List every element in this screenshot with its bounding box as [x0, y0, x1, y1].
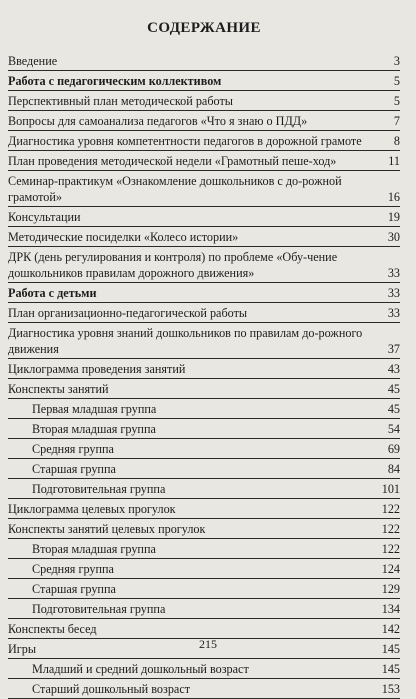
toc-entry-label: Старшая группа — [32, 462, 116, 476]
toc-entry-label: Семинар-практикум «Ознакомление дошкольников с до-рожной грамотой» — [8, 174, 342, 204]
toc-entry-label: Старший дошкольный возраст — [32, 682, 191, 696]
toc-entry — [8, 419, 400, 439]
toc-entry-page: 8 — [393, 134, 400, 148]
page-title: СОДЕРЖАНИЕ — [147, 20, 261, 36]
page-number: 215 — [199, 637, 217, 651]
toc-entry-label: Циклограмма проведения занятий — [8, 362, 186, 376]
toc-entry-label: Методические посиделки «Колесо истории» — [8, 230, 239, 244]
toc-entry — [8, 91, 400, 111]
toc-entry-page: 43 — [387, 362, 400, 376]
toc-entry-page: 101 — [381, 482, 400, 496]
toc-entry — [8, 519, 400, 539]
toc-entry-label: Диагностика уровня знаний дошкольников по правилам до-рожного движения — [8, 326, 363, 356]
toc-entry — [8, 459, 400, 479]
toc-entry — [8, 499, 400, 519]
toc-entry — [8, 227, 400, 247]
toc-entry-page: 122 — [381, 542, 400, 556]
toc-entry-page: 11 — [388, 154, 400, 168]
toc-entry-label: Введение — [8, 54, 58, 68]
toc-entry-page: 7 — [393, 114, 400, 128]
toc-entry — [8, 559, 400, 579]
toc-entry-label: План организационно-педагогической работы — [8, 306, 248, 320]
toc-entry-page: 33 — [387, 266, 400, 280]
toc-entry-page: 84 — [387, 462, 400, 476]
toc-entry-page: 3 — [393, 54, 400, 68]
toc-entry-page: 145 — [381, 642, 400, 656]
toc-entry-label: Игры — [8, 642, 37, 656]
toc-entry — [8, 679, 400, 699]
toc-entry-page: 33 — [387, 286, 400, 300]
toc-entry-label: Диагностика уровня компетентности педагогов в дорожной грамоте — [8, 134, 362, 148]
toc-entry-page: 37 — [387, 342, 400, 356]
table-of-contents — [8, 51, 400, 699]
toc-entry-label: Старшая группа — [32, 582, 116, 596]
toc-entry — [8, 171, 400, 207]
toc-entry-page: 129 — [381, 582, 400, 596]
toc-entry — [8, 207, 400, 227]
toc-entry-label: ДРК (день регулирования и контроля) по проблеме «Обу-чение дошкольников правилам дорожного движения» — [8, 250, 338, 280]
toc-entry — [8, 247, 400, 283]
toc-entry — [8, 539, 400, 559]
toc-entry-label: Средняя группа — [32, 562, 114, 576]
toc-entry-label: Циклограмма целевых прогулок — [8, 502, 176, 516]
toc-entry-label: Средняя группа — [32, 442, 114, 456]
toc-entry-page: 134 — [381, 602, 400, 616]
toc-entry-label: Первая младшая группа — [32, 402, 157, 416]
toc-entry-page: 142 — [381, 622, 400, 636]
toc-entry — [8, 659, 400, 679]
toc-entry-label: План проведения методической недели «Грамотный пеше-ход» — [8, 154, 337, 168]
toc-entry-label: Работа с педагогическим коллективом — [8, 74, 222, 88]
toc-entry-label: Конспекты занятий целевых прогулок — [8, 522, 206, 536]
toc-entry-label: Консультации — [8, 210, 81, 224]
toc-entry-page: 122 — [381, 502, 400, 516]
toc-entry-page: 19 — [387, 210, 400, 224]
toc-entry — [8, 131, 400, 151]
toc-entry-page: 45 — [387, 382, 400, 396]
toc-entry-label: Младший и средний дошкольный возраст — [32, 662, 249, 676]
toc-entry-label: Подготовительная группа — [32, 482, 166, 496]
toc-entry-page: 69 — [387, 442, 400, 456]
toc-entry-page: 16 — [387, 190, 400, 204]
toc-entry-page: 153 — [381, 682, 400, 696]
toc-entry — [8, 599, 400, 619]
toc-entry-page: 145 — [381, 662, 400, 676]
toc-entry — [8, 439, 400, 459]
toc-entry — [8, 151, 400, 171]
toc-entry-label: Конспекты занятий — [8, 382, 109, 396]
toc-entry-label: Вторая младшая группа — [32, 542, 156, 556]
toc-entry — [8, 479, 400, 499]
toc-entry-page: 30 — [387, 230, 400, 244]
toc-entry — [8, 399, 400, 419]
toc-entry-page: 5 — [393, 74, 400, 88]
toc-entry — [8, 111, 400, 131]
toc-entry — [8, 51, 400, 71]
toc-entry — [8, 71, 400, 91]
toc-entry-page: 122 — [381, 522, 400, 536]
toc-entry — [8, 379, 400, 399]
toc-entry-label: Вопросы для самоанализа педагогов «Что я знаю о ПДД» — [8, 114, 308, 128]
toc-entry — [8, 579, 400, 599]
toc-entry — [8, 359, 400, 379]
toc-entry-label: Перспективный план методической работы — [8, 94, 233, 108]
toc-entry-page: 124 — [381, 562, 400, 576]
toc-entry-page: 54 — [387, 422, 400, 436]
toc-entry-label: Подготовительная группа — [32, 602, 166, 616]
toc-entry-page: 45 — [387, 402, 400, 416]
toc-entry-label: Конспекты бесед — [8, 622, 97, 636]
toc-entry-page: 33 — [387, 306, 400, 320]
toc-entry-label: Работа с детьми — [8, 286, 97, 300]
toc-entry-page: 5 — [393, 94, 400, 108]
toc-entry-label: Вторая младшая группа — [32, 422, 156, 436]
toc-entry — [8, 323, 400, 359]
toc-entry — [8, 283, 400, 303]
toc-entry — [8, 619, 400, 639]
toc-entry — [8, 303, 400, 323]
